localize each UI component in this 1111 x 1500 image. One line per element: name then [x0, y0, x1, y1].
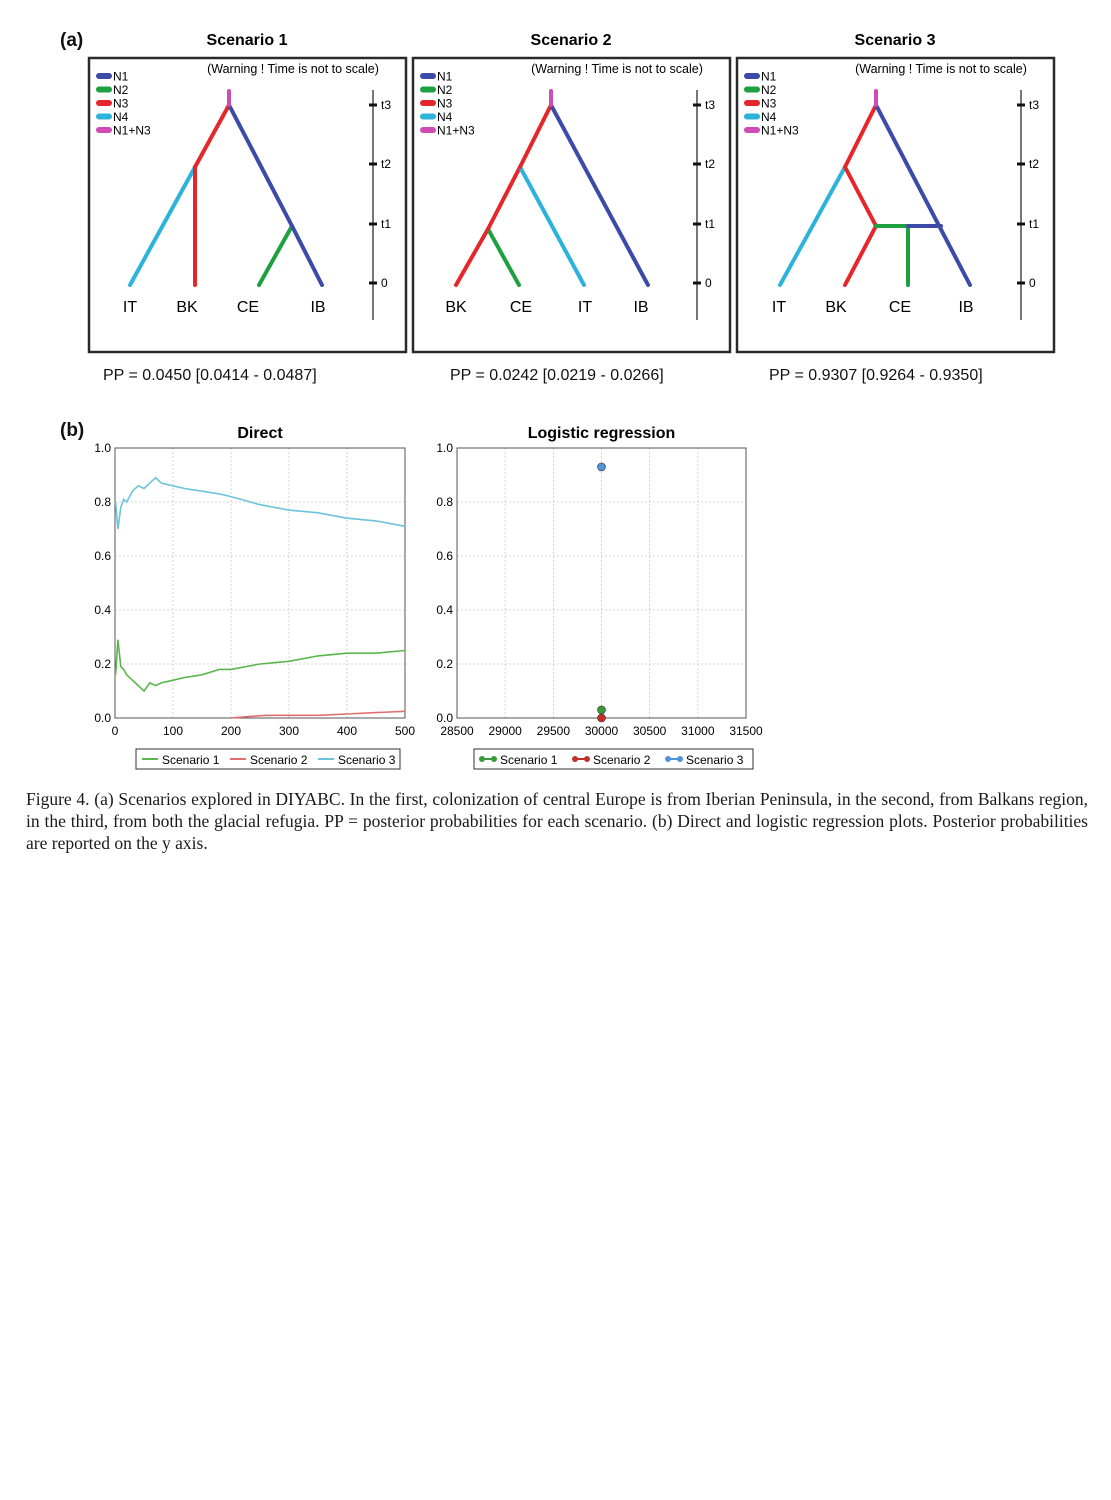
logistic-legend-marker — [677, 756, 683, 762]
logistic-legend-label: Scenario 3 — [686, 753, 744, 767]
scenario-1-title: Scenario 1 — [206, 32, 288, 49]
logistic-y-tick-label: 0.0 — [436, 711, 453, 725]
scenario-1-branch-n1 — [229, 105, 292, 226]
logistic-point-scenario-2 — [598, 714, 606, 722]
scenario-3-legend-label: N3 — [761, 96, 777, 111]
scenario-3-branch-n3 — [845, 226, 876, 285]
scenario-1-legend-swatch — [96, 127, 112, 133]
direct-x-tick-label: 200 — [220, 724, 242, 738]
scenario-1-time-label: t2 — [381, 157, 392, 171]
scenario-3-title: Scenario 3 — [854, 32, 936, 49]
scenario-1-warning: (Warning ! Time is not to scale) — [207, 62, 379, 76]
logistic-point-scenario-1 — [598, 706, 606, 714]
pp-scenario-2: PP = 0.0242 [0.0219 - 0.0266] — [450, 367, 664, 384]
panel-b-label: (b) — [60, 420, 85, 441]
direct-series-line-2 — [231, 711, 405, 718]
scenario-2-branch-n3 — [520, 105, 551, 167]
scenario-3-legend-swatch — [744, 73, 760, 79]
direct-y-tick-label: 0.6 — [94, 549, 111, 563]
scenario-2-leaf-ib: IB — [633, 299, 649, 316]
scenario-3-legend-label: N4 — [761, 110, 777, 124]
scenario-1-legend-label: N1 — [113, 69, 129, 84]
scenario-1-legend-swatch — [96, 100, 112, 106]
scenario-1-leaf-bk: BK — [176, 299, 198, 316]
scenario-1-leaf-ib: IB — [310, 299, 326, 316]
scenario-2-branch-n4 — [520, 167, 584, 285]
scenario-3-legend-swatch — [744, 114, 760, 120]
direct-legend-label: Scenario 1 — [162, 753, 220, 767]
scenario-3-branch-n1 — [876, 105, 970, 285]
scenario-2-legend-swatch — [420, 73, 436, 79]
direct-y-tick-label: 1.0 — [94, 441, 111, 455]
direct-legend-label: Scenario 2 — [250, 753, 308, 767]
scenario-3-time-label: 0 — [1029, 276, 1036, 290]
direct-plot-frame — [115, 448, 405, 718]
scenario-2-leaf-bk: BK — [445, 299, 467, 316]
scenario-3-branch-n3 — [845, 167, 876, 226]
scenario-3-legend-label: N1 — [761, 69, 777, 84]
scenario-1-legend-label: N3 — [113, 96, 129, 111]
scenario-3-leaf-ce: CE — [888, 299, 912, 316]
direct-y-tick-label: 0.2 — [94, 657, 111, 671]
logistic-x-tick-label: 28500 — [440, 724, 474, 738]
pp-scenario-1: PP = 0.0450 [0.0414 - 0.0487] — [103, 367, 317, 384]
scenario-2-legend-label: N3 — [437, 96, 453, 111]
scenario-2-legend-swatch — [420, 87, 436, 93]
scenario-2-branch-n1 — [551, 105, 648, 285]
logistic-point-scenario-3 — [598, 463, 606, 471]
scenario-2-leaf-it: IT — [577, 299, 593, 316]
scenario-3-time-label: t2 — [1029, 157, 1040, 171]
panel-b — [94, 425, 763, 769]
scenario-2-branch-n3 — [488, 167, 520, 229]
direct-y-tick-label: 0.4 — [94, 603, 111, 617]
scenario-2-time-label: t3 — [705, 98, 716, 112]
direct-title: Direct — [237, 425, 283, 442]
scenario-3-leaf-ib: IB — [958, 299, 974, 316]
scenario-2-legend-label: N1 — [437, 69, 453, 84]
direct-x-tick-label: 500 — [394, 724, 416, 738]
direct-x-tick-label: 400 — [336, 724, 358, 738]
scenario-2-legend-swatch — [420, 114, 436, 120]
scenario-3-leaf-it: IT — [771, 299, 787, 316]
scenario-2-leaf-ce: CE — [509, 299, 533, 316]
scenario-2-title: Scenario 2 — [530, 32, 612, 49]
scenario-3-branch-n4 — [780, 167, 845, 285]
scenario-1-branch-n4 — [130, 167, 195, 285]
scenario-1-legend-swatch — [96, 87, 112, 93]
scenario-2-branch-n3 — [456, 229, 488, 285]
panel-a — [89, 32, 1054, 352]
direct-y-tick-label: 0.8 — [94, 495, 111, 509]
logistic-x-tick-label: 29500 — [536, 724, 571, 738]
logistic-legend-label: Scenario 1 — [500, 753, 558, 767]
scenario-2-warning: (Warning ! Time is not to scale) — [531, 62, 703, 76]
scenario-2-legend-swatch — [420, 100, 436, 106]
scenario-1-branch-n1 — [292, 226, 322, 285]
logistic-y-tick-label: 0.6 — [436, 549, 453, 563]
logistic-y-tick-label: 0.8 — [436, 495, 453, 509]
logistic-y-tick-label: 1.0 — [436, 441, 453, 455]
scenario-3-legend-swatch — [744, 100, 760, 106]
scenario-1-legend-label: N2 — [113, 83, 129, 97]
panel-a-label: (a) — [60, 30, 84, 51]
direct-legend-label: Scenario 3 — [338, 753, 396, 767]
scenario-3-branch-n3 — [845, 105, 876, 167]
scenario-2-branch-n2 — [488, 229, 519, 285]
direct-x-tick-label: 100 — [162, 724, 184, 738]
logistic-y-tick-label: 0.2 — [436, 657, 453, 671]
scenario-1-legend-label: N4 — [113, 110, 129, 124]
scenario-1-branch-n3 — [195, 105, 229, 167]
scenario-3-legend-label: N2 — [761, 83, 777, 97]
scenario-2-time-label: t1 — [705, 217, 716, 231]
logistic-y-tick-label: 0.4 — [436, 603, 453, 617]
logistic-title: Logistic regression — [527, 425, 676, 442]
logistic-x-tick-label: 31000 — [681, 724, 715, 738]
logistic-x-tick-label: 30500 — [632, 724, 667, 738]
direct-x-tick-label: 300 — [278, 724, 300, 738]
scenario-3-legend-swatch — [744, 127, 760, 133]
logistic-legend-marker — [665, 756, 671, 762]
scenario-2-legend-label: N1+N3 — [437, 123, 475, 138]
scenario-1-leaf-it: IT — [122, 299, 138, 316]
scenario-2-time-label: 0 — [705, 276, 712, 290]
scenario-3-legend-label: N1+N3 — [761, 123, 799, 138]
scenario-3-warning: (Warning ! Time is not to scale) — [855, 62, 1027, 76]
scenario-3-time-label: t1 — [1029, 217, 1040, 231]
direct-series-line-3 — [116, 478, 405, 529]
figure-caption: Figure 4. (a) Scenarios explored in DIYABC. In the first, colonization of central Europe is from Iberian Peninsula, in the second, from Balkans region, in the third, from both the glacial refugia. PP = posterior probabilities for each scenario. (b) Direct and logistic regression plots. Posterior probabilities are reported on the y axis. — [26, 789, 1088, 853]
scenario-1-legend-swatch — [96, 73, 112, 79]
logistic-legend-label: Scenario 2 — [593, 753, 651, 767]
scenario-3-time-label: t3 — [1029, 98, 1040, 112]
scenario-2-legend-label: N2 — [437, 83, 453, 97]
direct-y-tick-label: 0.0 — [94, 711, 111, 725]
direct-series-line-1 — [116, 640, 405, 691]
logistic-legend-marker — [479, 756, 485, 762]
scenario-2-legend-label: N4 — [437, 110, 453, 124]
direct-x-tick-label: 0 — [111, 724, 119, 738]
scenario-3-legend-swatch — [744, 87, 760, 93]
logistic-legend-marker — [572, 756, 578, 762]
scenario-2-legend-swatch — [420, 127, 436, 133]
pp-scenario-3: PP = 0.9307 [0.9264 - 0.9350] — [769, 367, 983, 384]
scenario-1-leaf-ce: CE — [236, 299, 260, 316]
logistic-x-tick-label: 31500 — [729, 724, 763, 738]
scenario-3-leaf-bk: BK — [825, 299, 847, 316]
scenario-1-time-label: t1 — [381, 217, 392, 231]
scenario-1-legend-swatch — [96, 114, 112, 120]
logistic-legend-marker — [584, 756, 590, 762]
scenario-1-time-label: t3 — [381, 98, 392, 112]
scenario-1-time-label: 0 — [381, 276, 388, 290]
scenario-1-legend-label: N1+N3 — [113, 123, 151, 138]
logistic-legend-marker — [491, 756, 497, 762]
logistic-x-tick-label: 29000 — [488, 724, 522, 738]
scenario-1-branch-n2 — [259, 226, 292, 285]
scenario-2-time-label: t2 — [705, 157, 716, 171]
logistic-x-tick-label: 30000 — [584, 724, 619, 738]
